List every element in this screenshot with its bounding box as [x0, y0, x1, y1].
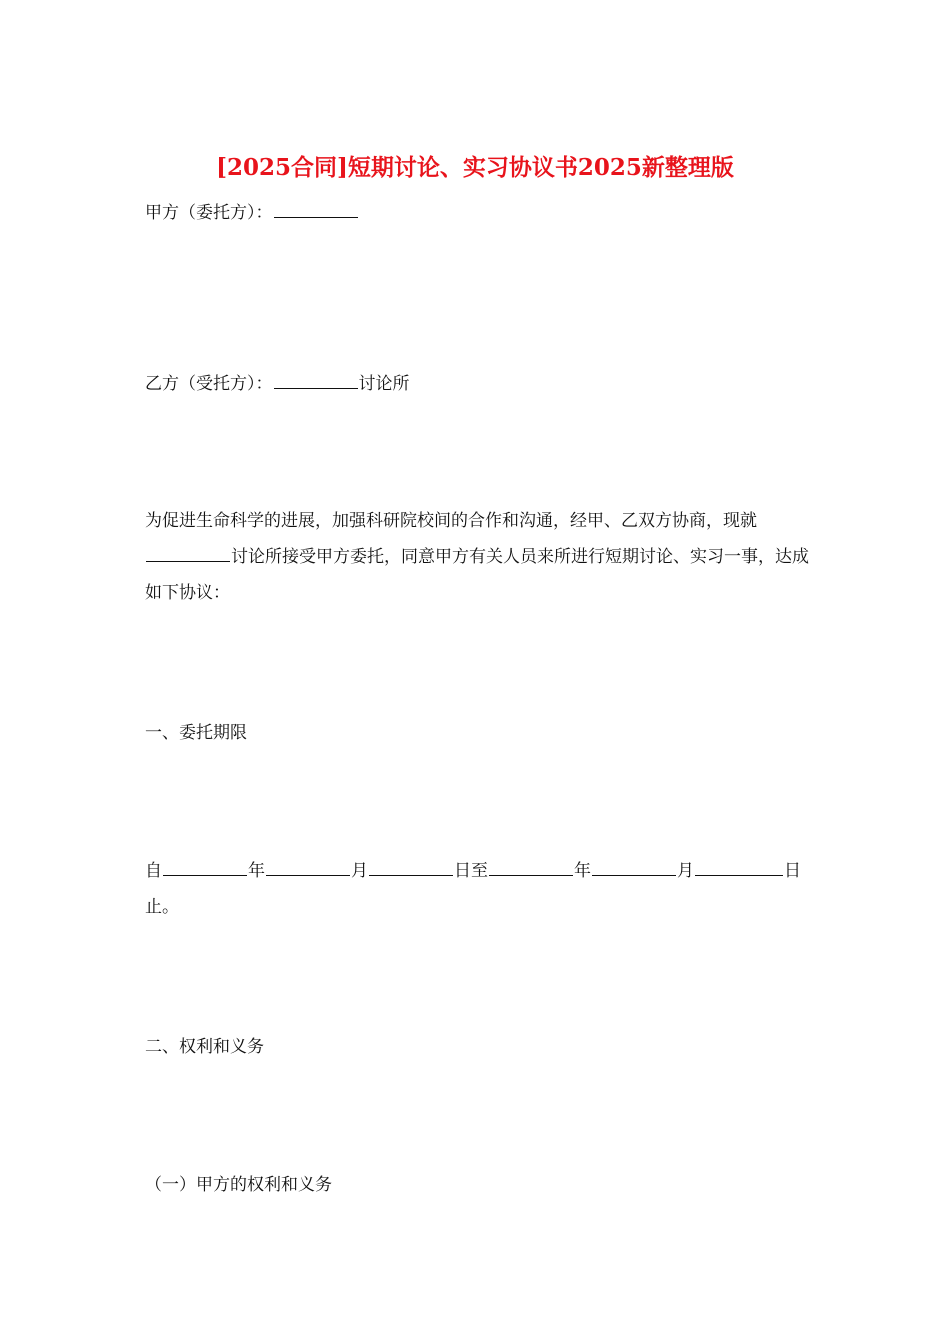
- date-text-to: 日至: [454, 861, 488, 881]
- term-date-paragraph: [145, 853, 810, 925]
- document-title: [2025合同]短期讨论、实习协议书2025新整理版: [216, 154, 734, 181]
- start-day-blank: [369, 858, 453, 876]
- start-month-blank: [266, 858, 350, 876]
- section1-heading: 一、委托期限: [145, 723, 247, 743]
- section2-sub1-heading: （一）甲方的权利和义务: [145, 1175, 332, 1195]
- date-text-end: 日止。: [145, 861, 801, 917]
- date-text-month1: 月: [351, 861, 368, 881]
- intro-text-part1: 为促进生命科学的进展，加强科研院校间的合作和沟通，经甲、乙双方协商，现就: [145, 511, 757, 531]
- party-a-blank: [274, 200, 358, 218]
- date-text-year1: 年: [248, 861, 265, 881]
- date-text-from: 自: [145, 861, 162, 881]
- section2-heading: 二、权利和义务: [145, 1037, 264, 1057]
- intro-paragraph: [145, 503, 810, 611]
- party-b-blank: [274, 371, 358, 389]
- end-day-blank: [695, 858, 783, 876]
- party-b-line: [145, 371, 410, 396]
- party-b-label: 乙方（受托方）：: [145, 374, 273, 394]
- end-year-blank: [489, 858, 573, 876]
- date-text-month2: 月: [677, 861, 694, 881]
- intro-blank: [146, 544, 230, 562]
- date-text-year2: 年: [574, 861, 591, 881]
- party-b-suffix: 讨论所: [358, 374, 410, 394]
- party-a-label: 甲方（委托方）：: [145, 203, 273, 223]
- intro-text-part2: 讨论所接受甲方委托，同意甲方有关人员来所进行短期讨论、实习一事，达成如下协议：: [145, 547, 809, 603]
- start-year-blank: [163, 858, 247, 876]
- end-month-blank: [592, 858, 676, 876]
- party-a-line: [145, 200, 359, 225]
